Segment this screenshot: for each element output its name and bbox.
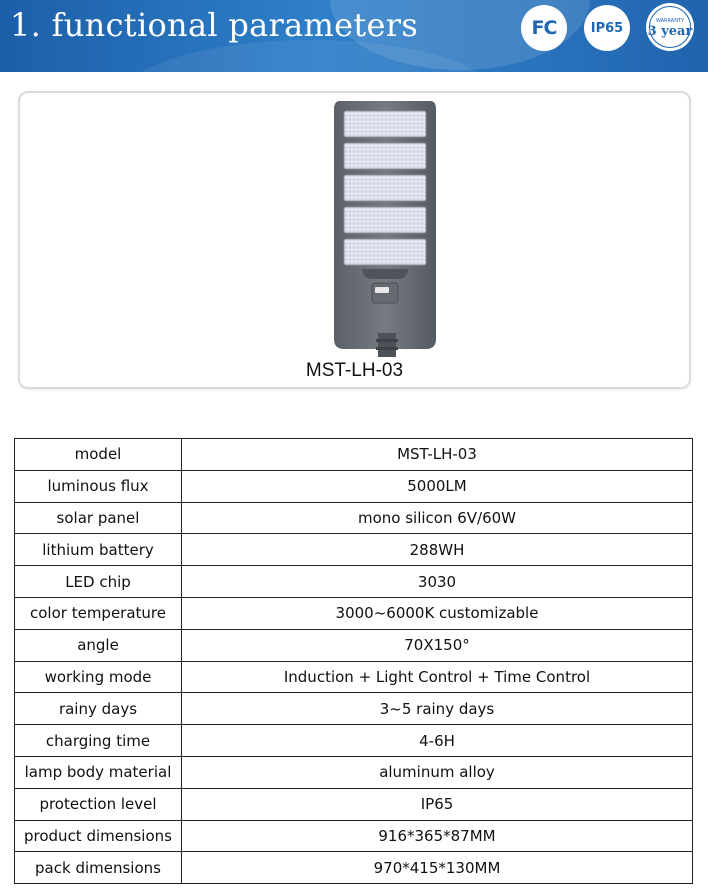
spec-label: model <box>15 439 182 471</box>
spec-value: 3~5 rainy days <box>182 693 693 725</box>
spec-row <box>15 439 693 471</box>
spec-row <box>15 693 693 725</box>
spec-value: 288WH <box>182 534 693 566</box>
spec-value: 5000LM <box>182 470 693 502</box>
solar-street-light-icon <box>332 101 438 357</box>
spec-value: Induction + Light Control + Time Control <box>182 661 693 693</box>
spec-value: 4-6H <box>182 725 693 757</box>
spec-row <box>15 470 693 502</box>
spec-row <box>15 566 693 598</box>
fc-certification-icon: FC <box>521 5 567 51</box>
spec-value: 970*415*130MM <box>182 852 693 884</box>
spec-label: charging time <box>15 725 182 757</box>
spec-table <box>14 438 693 884</box>
spec-row <box>15 502 693 534</box>
spec-row <box>15 788 693 820</box>
spec-label: working mode <box>15 661 182 693</box>
spec-value: 916*365*87MM <box>182 820 693 852</box>
spec-label: lithium battery <box>15 534 182 566</box>
spec-value: 3000~6000K customizable <box>182 597 693 629</box>
spec-label: product dimensions <box>15 820 182 852</box>
spec-label: protection level <box>15 788 182 820</box>
spec-row <box>15 820 693 852</box>
spec-value: MST-LH-03 <box>182 439 693 471</box>
spec-label: pack dimensions <box>15 852 182 884</box>
warranty-label: WARRANTY <box>655 17 685 24</box>
warranty-badge-icon <box>646 3 694 51</box>
spec-row <box>15 756 693 788</box>
ip65-badge-icon: IP65 <box>584 5 630 51</box>
spec-row <box>15 661 693 693</box>
spec-value: aluminum alloy <box>182 756 693 788</box>
product-image-card <box>18 91 691 389</box>
spec-label: color temperature <box>15 597 182 629</box>
spec-label: LED chip <box>15 566 182 598</box>
spec-row <box>15 852 693 884</box>
product-model-caption: MST-LH-03 <box>305 360 404 381</box>
spec-row <box>15 534 693 566</box>
spec-label: luminous flux <box>15 470 182 502</box>
page-title: 1. functional parameters <box>10 6 419 44</box>
spec-row <box>15 725 693 757</box>
spec-label: rainy days <box>15 693 182 725</box>
spec-value: mono silicon 6V/60W <box>182 502 693 534</box>
spec-value: 3030 <box>182 566 693 598</box>
spec-value: IP65 <box>182 788 693 820</box>
spec-row <box>15 629 693 661</box>
spec-label: solar panel <box>15 502 182 534</box>
spec-value: 70X150° <box>182 629 693 661</box>
warranty-years: 3 year <box>647 23 693 39</box>
spec-row <box>15 597 693 629</box>
spec-label: lamp body material <box>15 756 182 788</box>
spec-label: angle <box>15 629 182 661</box>
header-banner <box>0 0 708 72</box>
